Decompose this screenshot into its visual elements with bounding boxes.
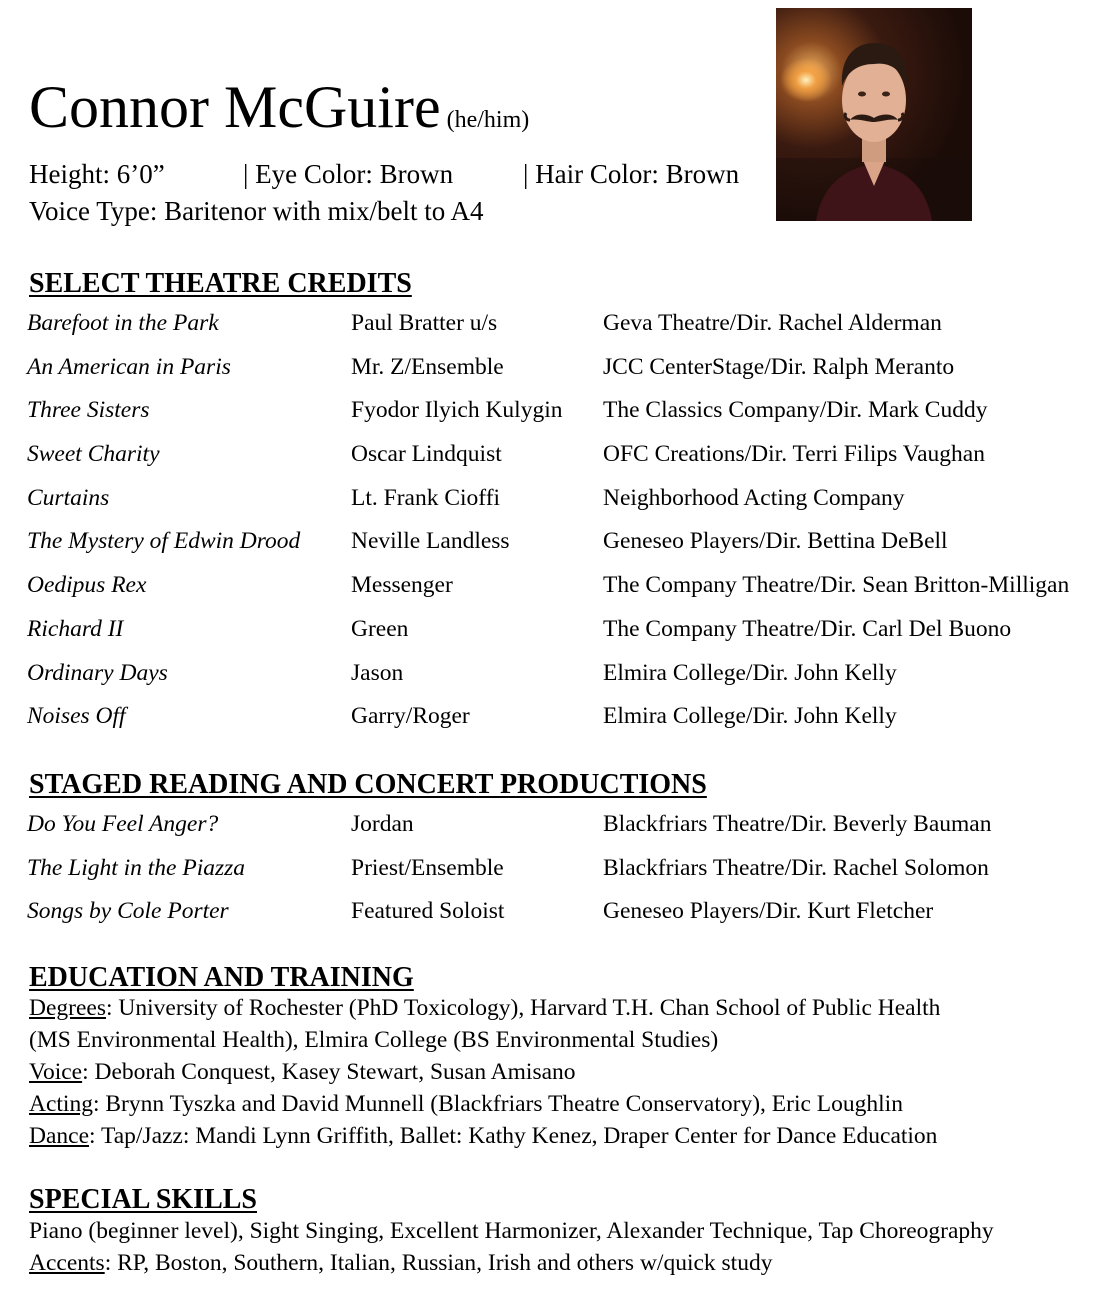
voice-type-stat: Voice Type: Baritenor with mix/belt to A4	[29, 196, 484, 226]
acting-text: : Brynn Tyszka and David Munnell (Blackfriars Theatre Conservatory), Eric Loughlin	[92, 1091, 903, 1117]
credit-role: Garry/Roger	[351, 703, 470, 730]
theatre-credits-heading: SELECT THEATRE CREDITS	[29, 268, 412, 299]
acting-label: Acting	[29, 1091, 93, 1117]
special-skills-section	[29, 1215, 1079, 1279]
degrees-line-continued: (MS Environmental Health), Elmira College (BS Environmental Studies)	[29, 1027, 719, 1053]
actor-name-text: Connor McGuire	[29, 74, 441, 140]
credit-row	[27, 702, 1092, 746]
headshot-illustration	[776, 8, 972, 221]
credit-venue: Neighborhood Acting Company	[603, 484, 905, 511]
credit-venue: The Company Theatre/Dir. Sean Britton-Milligan	[603, 572, 1070, 599]
voice-label: Voice	[29, 1059, 83, 1085]
dance-training-line	[29, 1120, 1079, 1152]
credit-show-title: Richard II	[27, 615, 124, 642]
credit-row	[27, 571, 1092, 615]
credit-role: Featured Soloist	[351, 898, 505, 925]
voice-type-row	[29, 193, 769, 230]
credit-row	[27, 810, 1092, 854]
credit-show-title: Sweet Charity	[27, 441, 160, 468]
credit-show-title: The Light in the Piazza	[27, 854, 246, 881]
eye-color-stat: | Eye Color: Brown	[243, 159, 454, 189]
dance-text: : Tap/Jazz: Mandi Lynn Griffith, Ballet: Kathy Kenez, Draper Center for Dance Education	[89, 1123, 938, 1149]
credit-role: Fyodor Ilyich Kulygin	[351, 397, 563, 424]
staged-readings-heading: STAGED READING AND CONCERT PRODUCTIONS	[29, 769, 707, 800]
credit-show-title: Ordinary Days	[27, 659, 168, 686]
headshot-photo	[776, 8, 972, 221]
credit-row	[27, 615, 1092, 659]
hair-color-stat: | Hair Color: Brown	[523, 159, 740, 189]
credit-role: Priest/Ensemble	[351, 854, 504, 881]
credit-show-title: Noises Off	[27, 703, 126, 730]
voice-text: : Deborah Conquest, Kasey Stewart, Susan Amisano	[82, 1059, 576, 1085]
credit-row	[27, 659, 1092, 703]
credit-role: Mr. Z/Ensemble	[351, 353, 504, 380]
credit-venue: The Classics Company/Dir. Mark Cuddy	[603, 397, 988, 424]
credit-row	[27, 484, 1092, 528]
credit-show-title: An American in Paris	[27, 353, 231, 380]
voice-training-line	[29, 1056, 1079, 1088]
credit-role: Jordan	[351, 811, 414, 837]
actor-name	[29, 72, 529, 155]
credit-row	[27, 854, 1092, 898]
credit-show-title: Barefoot in the Park	[27, 310, 219, 336]
credit-show-title: Songs by Cole Porter	[27, 898, 229, 925]
credit-show-title: Oedipus Rex	[27, 572, 147, 599]
physical-stats	[29, 156, 769, 230]
education-heading: EDUCATION AND TRAINING	[29, 962, 414, 993]
credit-row	[27, 440, 1092, 484]
credit-row	[27, 396, 1092, 440]
credit-role: Oscar Lindquist	[351, 441, 502, 468]
accents-label: Accents	[29, 1250, 105, 1276]
special-skills-heading: SPECIAL SKILLS	[29, 1184, 257, 1215]
credit-row	[27, 353, 1092, 397]
credit-row	[27, 527, 1092, 571]
accents-line	[29, 1247, 1079, 1279]
stats-row	[29, 156, 769, 193]
credit-row	[27, 309, 1092, 353]
pronouns: (he/him)	[446, 107, 530, 133]
credit-role: Jason	[351, 659, 404, 686]
credit-role: Messenger	[351, 572, 453, 599]
credit-venue: Blackfriars Theatre/Dir. Beverly Bauman	[603, 811, 992, 837]
credit-venue: JCC CenterStage/Dir. Ralph Meranto	[603, 353, 955, 380]
credit-venue: Geneseo Players/Dir. Bettina DeBell	[603, 528, 948, 555]
credit-row	[27, 897, 1092, 941]
credit-show-title: Do You Feel Anger?	[27, 811, 219, 837]
credit-show-title: Three Sisters	[27, 397, 150, 424]
education-section	[29, 992, 1079, 1152]
accents-text: : RP, Boston, Southern, Italian, Russian, Irish and others w/quick study	[104, 1250, 773, 1276]
credit-role: Paul Bratter u/s	[351, 310, 498, 336]
credit-role: Lt. Frank Cioffi	[351, 484, 501, 511]
staged-readings-list	[27, 810, 1092, 941]
dance-label: Dance	[29, 1123, 90, 1149]
credit-venue: Elmira College/Dir. John Kelly	[603, 659, 897, 686]
skills-line: Piano (beginner level), Sight Singing, Excellent Harmonizer, Alexander Technique, Tap Choreography	[29, 1218, 994, 1244]
credit-venue: The Company Theatre/Dir. Carl Del Buono	[603, 615, 1012, 642]
credit-venue: OFC Creations/Dir. Terri Filips Vaughan	[603, 441, 985, 468]
theatre-credits-list	[27, 309, 1092, 746]
credit-show-title: The Mystery of Edwin Drood	[27, 528, 301, 555]
credit-venue: Geneseo Players/Dir. Kurt Fletcher	[603, 898, 934, 925]
degrees-label: Degrees	[29, 995, 106, 1021]
credit-venue: Elmira College/Dir. John Kelly	[603, 703, 897, 730]
acting-training-line	[29, 1088, 1079, 1120]
degrees-line	[29, 992, 1079, 1024]
credit-role: Neville Landless	[351, 528, 510, 555]
credit-venue: Blackfriars Theatre/Dir. Rachel Solomon	[603, 854, 989, 881]
credit-venue: Geva Theatre/Dir. Rachel Alderman	[603, 310, 942, 336]
credit-role: Green	[351, 615, 409, 642]
height-stat: Height: 6’0”	[29, 159, 165, 189]
credit-show-title: Curtains	[27, 484, 110, 511]
degrees-text: : University of Rochester (PhD Toxicology), Harvard T.H. Chan School of Public Health	[105, 995, 941, 1021]
